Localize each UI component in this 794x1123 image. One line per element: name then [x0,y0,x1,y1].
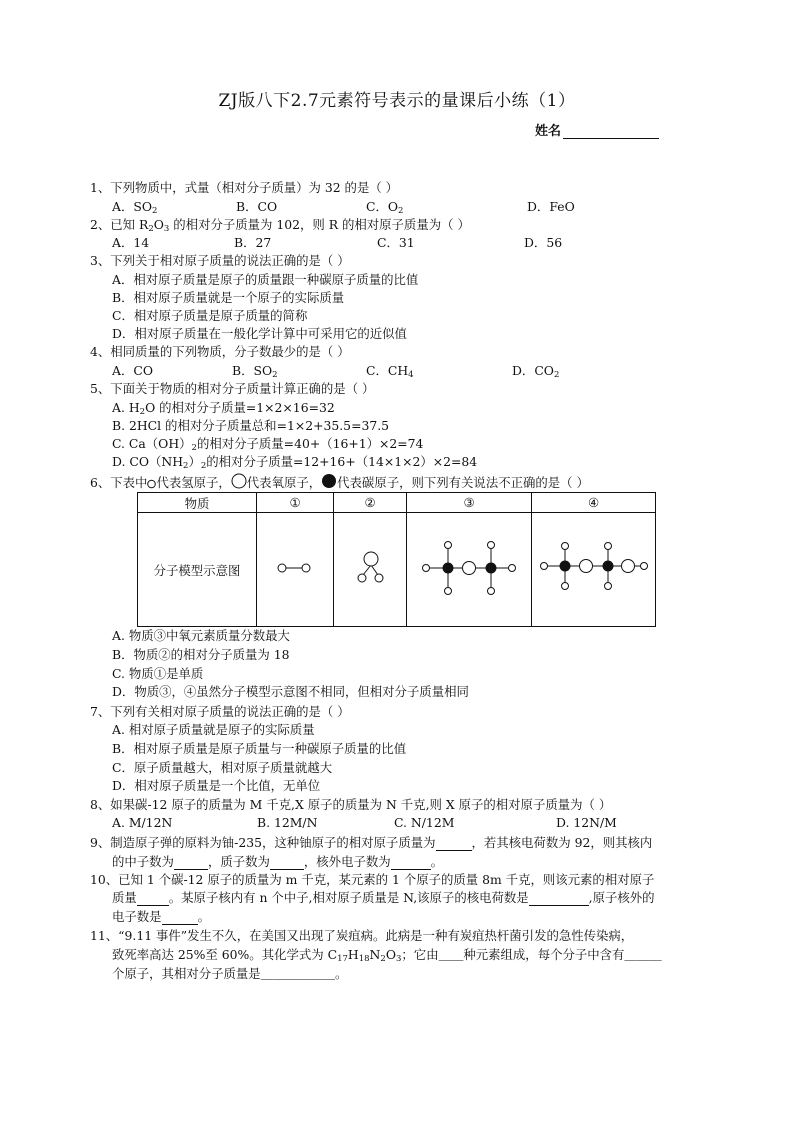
q9-blank-atomic-mass[interactable] [436,838,472,851]
q11-line-1: 11、“9.11 事件”发生不久，在美国又出现了炭疽病。此病是一种有炭疽热杆菌引发的急性传染病， [90,928,634,943]
q7-option-b: B．相对原子质量是原子质量与一种碳原子质量的比值 [112,741,407,756]
molecule-3-cell [407,513,532,627]
q2-option-b: B．27 [234,235,272,250]
q3-option-b: B．相对原子质量就是一个原子的实际质量 [112,290,345,305]
molecule-1-diagram [265,553,325,583]
q10-line-1: 10、已知 1 个碳-12 原子的质量为 m 千克，某元素的 1 个原子的质量 8m 千克，则该元素的相对原子 [90,872,655,887]
q6-stem: 6、下表中 代表氢原子， 代表氧原子， 代表碳原子，则下列有关说法不正确的是（ ） [90,475,589,490]
q4-option-d: D．$CO_2$ [512,363,560,380]
q9-blank-protons[interactable] [270,857,304,870]
table-row-label: 分子模型示意图 [138,513,257,627]
oxygen-atom-icon [231,473,247,489]
q10-blank-relative-mass[interactable] [137,893,169,906]
q8-option-d: D. 12N/M [556,815,617,830]
q9-blank-neutrons[interactable] [174,857,208,870]
name-blank[interactable] [563,124,659,139]
table-header-2: ② [334,493,407,513]
q11-line-3: 个原子，其相对分子质量是＿＿＿＿＿＿。 [112,966,348,981]
q9-line-1: 9、制造原子弹的原料为铀-235，这种铀原子的相对原子质量为 ，若其核电荷数为 92，则其核内 [90,835,653,850]
q4-stem: 4、相同质量的下列物质，分子数最少的是（ ） [90,344,350,359]
q8-option-c: C. N/12M [394,815,455,830]
table-header-substance: 物质 [138,493,257,513]
q10-blank-nuclear-charge[interactable] [529,893,589,906]
q1-stem: 1、下列物质中，式量（相对分子质量）为 32 的是（ ） [90,180,399,195]
q5-option-d: D. $CO(NH_2)_2$的相对分子质量=12+16+（14×1×2）×2=84 [112,454,478,471]
q10-line-3: 电子数是 。 [112,909,210,924]
q1-option-b: B．CO [236,199,278,214]
q1-option-c: C．$O_2$ [366,199,404,216]
name-field[interactable] [535,120,659,139]
q3-stem: 3、下列关于相对原子质量的说法正确的是（ ） [90,253,350,268]
q3-option-d: D．相对原子质量在一般化学计算中可采用它的近似值 [112,326,407,341]
q1-option-a: A．$SO_2$ [112,199,158,216]
q10-line-2: 质量 。某原子核内有 n 个中子,相对原子质量是 N,该原子的核电荷数是 ,原子核外的 [112,890,655,905]
q2-option-c: C．31 [377,235,415,250]
table-header-4: ④ [532,493,656,513]
page-title: ZJ版八下2.7元素符号表示的量课后小练（1） [218,91,576,111]
q7-stem: 7、下列有关相对原子质量的说法正确的是（ ） [90,704,350,719]
table-header-1: ① [257,493,334,513]
q2-stem: 2、已知 $R_2O_3$ 的相对分子质量为 102，则 R 的相对原子质量为（ ） [90,217,470,234]
molecule-4-diagram [534,538,654,598]
q6-option-d: D．物质③，④虽然分子模型示意图不相同，但相对分子质量相同 [112,684,469,699]
molecule-table [137,492,656,627]
q6-option-a: A. 物质③中氧元素质量分数最大 [112,628,290,643]
q6-option-b: B．物质②的相对分子质量为 18 [112,647,290,662]
carbon-atom-icon [321,473,337,489]
q8-option-b: B. 12M/N [257,815,318,830]
q3-option-a: A．相对原子质量是原子的质量跟一种碳原子质量的比值 [112,272,419,287]
name-label: 姓名 [535,124,562,139]
q7-option-c: C．原子质量越大，相对原子质量就越大 [112,760,333,775]
molecule-1-cell [257,513,334,627]
q8-stem: 8、如果碳-12 原子的质量为 M 千克,X 原子的质量为 N 千克,则 X 原子的相对原子质量为（ ） [90,797,612,812]
q3-option-c: C．相对原子质量是原子质量的简称 [112,308,308,323]
molecule-2-cell [334,513,407,627]
q4-option-a: A．CO [112,363,153,378]
table-header-3: ③ [407,493,532,513]
q5-option-b: B. 2HCl 的相对分子质量总和=1×2+35.5=37.5 [112,418,390,433]
q6-option-c: C. 物质①是单质 [112,666,204,681]
q4-option-c: C．$CH_4$ [366,363,414,380]
q2-option-d: D．56 [524,235,563,250]
q5-option-a: A. $H_2O$ 的相对分子质量=1×2×16=32 [112,400,335,417]
q7-option-a: A. 相对原子质量就是原子的实际质量 [112,722,315,737]
q4-option-b: B．$SO_2$ [232,363,278,380]
q2-option-a: A．14 [112,235,150,250]
q7-option-d: D．相对原子质量是一个比值，无单位 [112,778,321,793]
q10-blank-electrons[interactable] [162,912,198,925]
q8-option-a: A. M/12N [112,815,173,830]
q1-option-d: D．FeO [527,199,575,214]
q9-line-2: 的中子数为 ，质子数为 ，核外电子数为 。 [112,854,444,869]
q11-line-2: 致死率高达 25%至 60%。其化学式为 $C_{17}H_{18}N_2O_3$；它由＿＿种元素组成，每个分子中含有＿＿＿ [112,947,662,964]
molecule-4-cell [532,513,656,627]
molecule-3-diagram [414,533,524,603]
q5-option-c: C. $Ca(OH)_2$的相对分子质量=40+（16+1）×2=74 [112,436,424,453]
molecule-2-diagram [345,543,395,593]
q5-stem: 5、下面关于物质的相对分子质量计算正确的是（ ） [90,381,375,396]
q9-blank-electrons[interactable] [391,857,431,870]
